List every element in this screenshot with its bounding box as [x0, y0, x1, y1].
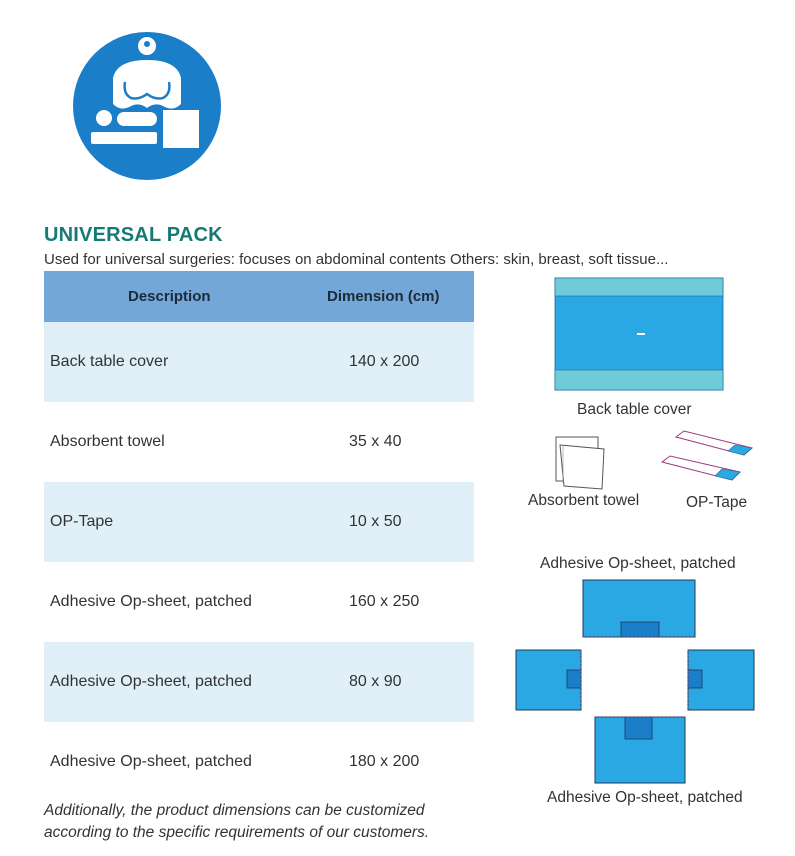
customization-note [44, 800, 484, 844]
caption-adhesive-top: Adhesive Op-sheet, patched [540, 555, 736, 572]
caption-op-tape: OP-Tape [686, 494, 748, 511]
table-row [44, 402, 474, 482]
table-row [44, 562, 474, 642]
table-row [44, 722, 474, 802]
row-description: Adhesive Op-sheet, patched [50, 753, 252, 770]
table-row [44, 482, 474, 562]
table-row [44, 642, 474, 722]
back-table-cover-drawing [555, 278, 723, 390]
row-dimension: 180 x 200 [349, 753, 420, 770]
row-description: Adhesive Op-sheet, patched [50, 593, 252, 610]
caption-back-table-cover: Back table cover [577, 401, 692, 418]
surgeon-patient-icon [73, 32, 221, 180]
caption-absorbent-towel: Absorbent towel [528, 492, 640, 509]
header-dimension: Dimension (cm) [299, 271, 474, 322]
row-description: Adhesive Op-sheet, patched [44, 642, 299, 722]
table-header-row [44, 271, 474, 322]
row-description: Absorbent towel [50, 433, 165, 450]
caption-adhesive-bottom: Adhesive Op-sheet, patched [547, 789, 743, 806]
note-line: Additionally, the product dimensions can be customized [44, 802, 425, 819]
spec-table [44, 271, 474, 802]
row-description: OP-Tape [44, 482, 299, 562]
row-dimension: 35 x 40 [349, 433, 402, 450]
row-dimension: 160 x 250 [349, 593, 420, 610]
table-row [44, 322, 474, 402]
adhesive-op-sheet-drawings [516, 580, 754, 783]
row-dimension: 140 x 200 [299, 322, 474, 402]
row-dimension: 10 x 50 [299, 482, 474, 562]
op-tape-drawing [662, 431, 752, 480]
page-title: UNIVERSAL PACK [44, 224, 223, 246]
page-subtitle: Used for universal surgeries: focuses on abdominal contents Others: skin, breast, soft tissue... [44, 251, 669, 268]
note-line: according to the specific requirements of our customers. [44, 824, 430, 841]
product-illustrations [500, 270, 795, 830]
row-description: Back table cover [44, 322, 299, 402]
header-description: Description [44, 271, 299, 322]
absorbent-towel-drawing [556, 437, 604, 489]
row-dimension: 80 x 90 [299, 642, 474, 722]
